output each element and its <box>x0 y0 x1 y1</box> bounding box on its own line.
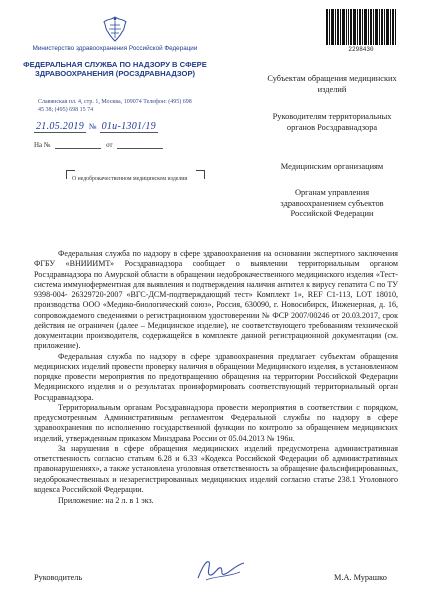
recipient-4: Органам управления здравоохранением субъектов Российской Федерации <box>280 188 384 218</box>
recipient-1: Субъектам обращения медицинских изделий <box>267 74 397 94</box>
recipient-3: Медицинским организациям <box>280 162 384 171</box>
letter-subject: О недоброкачественном медицинском изделии <box>72 176 188 182</box>
registration-date: 21.05.2019 <box>36 121 84 132</box>
service-name: ФЕДЕРАЛЬНАЯ СЛУЖБА ПО НАДЗОРУ В СФЕРЕ ЗДРАВООХРАНЕНИЯ (РОСЗДРАВНАДЗОР) <box>23 60 207 78</box>
signatory-role: Руководитель <box>34 573 83 582</box>
ministry-name: Министерство здравоохранения Российской Федерации <box>32 45 198 52</box>
reference-number-blank <box>55 141 101 149</box>
service-address: Славянская пл. 4, стр. 1, Москва, 109074 Телефон: (495) 698 45 38; (495) 698 15 74 <box>38 99 192 113</box>
state-emblem-icon <box>100 14 130 44</box>
barcode-number: 2298430 <box>348 46 374 53</box>
barcode-icon <box>326 9 396 45</box>
registration-line: 21.05.2019 № 01и-1301/19 <box>36 121 156 132</box>
reference-date-blank <box>117 141 163 149</box>
registration-number: 01и-1301/19 <box>101 121 156 132</box>
reference-date-label: от <box>106 141 113 149</box>
reference-line <box>34 141 166 149</box>
body-paragraph-1: Федеральная служба по надзору в сфере здравоохранения на основании экспертного заключения ФГБУ «ВНИИИМТ» Росздравнадзора сообщает о выявлении территориальным органом Росздравнадзора по Амурской области в обращении недоброкачественного медицинского изделия «Тест-система иммуноферментная для выявления и подтверждения наличия антител к вирусу гепатита С по ТУ 9398-004- 26329720-2007 «ВГС-ДСМ-подтверждающий тест» Комплект 1», REF C1-113, LOT 18010, производства ООО «Медико-биологический союз», Россия, 630090, г. Новосибирск, Инженерная, д. 16, сопровождаемого сведениями о регистрационном удостоверении № ФСР 2007/00246 от 20.03.2017, срок действия не ограничен (далее – Медицинское изделие), не соответствующего требованиям технической документации производителя, содержащейся в комплекте данной регистрационной документации (см. приложение). <box>34 249 398 351</box>
body-paragraph-2: Федеральная служба по надзору в сфере здравоохранения предлагает субъектам обращения медицинских изделий провести проверку наличия в обращении Медицинского изделия, в установленном порядке провести мероприятия по предотвращению обращения на территории Российской Федерации Медицинского изделия и о результатах проинформировать соответствующий территориальный орган Росздравнадзора. <box>34 351 398 402</box>
attachment-note: Приложение: на 2 л. в 1 экз. <box>58 496 154 505</box>
handwritten-signature-icon <box>192 556 250 584</box>
reference-number-label: На № <box>34 141 51 149</box>
body-paragraph-4: За нарушения в сфере обращения медицинских изделий предусмотрена административная ответственность согласно статьям 6.28 и 6.33 «Кодекса Российской Федерации об административных правонарушениях», а также установлена уголовная ответственность за обращение фальсифицированных, недоброкачественных и незарегистрированных медицинских изделий согласно статье 238.1 Уголовного кодекса Российской Федерации. <box>34 443 398 494</box>
letter-body <box>34 249 398 506</box>
recipient-2: Руководителям территориальных органов Росздравнадзора <box>272 112 392 132</box>
body-paragraph-3: Территориальным органам Росздравнадзора провести мероприятия в соответствии с порядком, предусмотренным Административным регламентом Федеральной службы по надзору в сфере здравоохранения по исполнению государственной функции по контролю за обращением медицинских изделий, утвержденным приказом Минздрава России от 05.04.2013 № 196н. <box>34 402 398 443</box>
signatory-name: М.А. Мурашко <box>334 573 387 582</box>
